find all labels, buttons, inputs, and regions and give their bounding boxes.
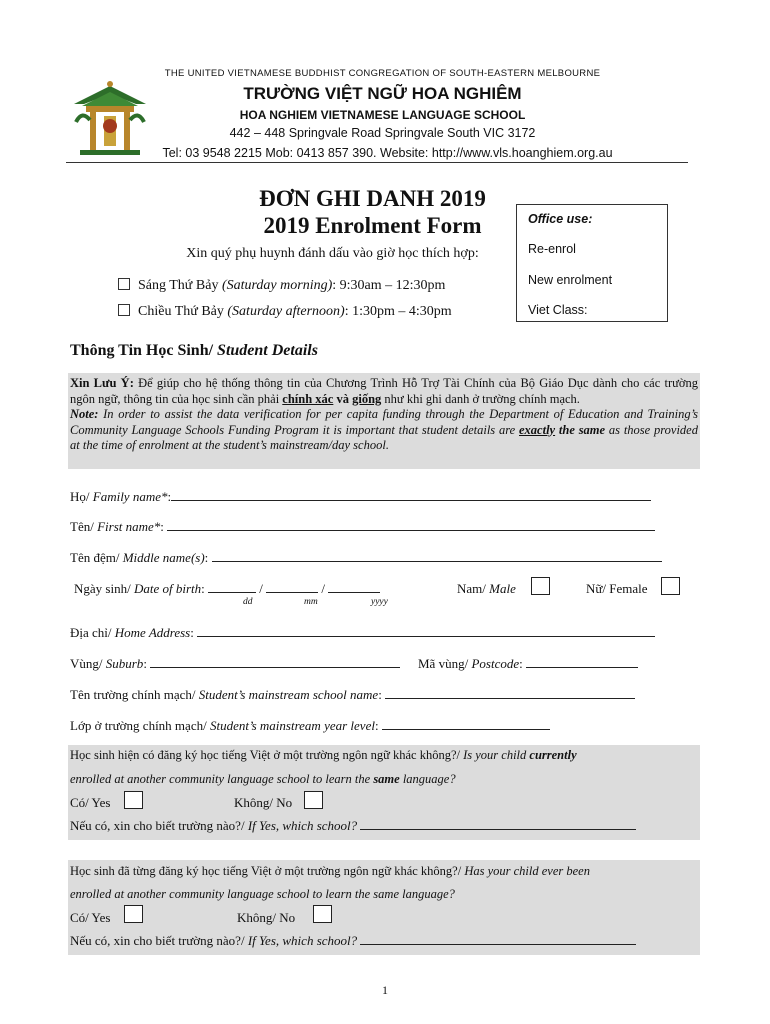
female-label: Nữ/ Female — [586, 581, 648, 596]
q1-yes-checkbox[interactable] — [124, 791, 143, 809]
school-contact: Tel: 03 9548 2215 Mob: 0413 857 390. Website: http://www.vls.hoanghiem.org.au — [162, 146, 613, 160]
mainstream-school-field[interactable]: Tên trường chính mạch/ Student’s mainstream school name: — [70, 687, 635, 703]
option-saturday-afternoon[interactable]: Chiều Thứ Bảy (Saturday afternoon): 1:30pm – 4:30pm — [118, 304, 452, 320]
dob-year-line[interactable] — [328, 582, 380, 593]
q2-text-line1: Học sinh đã từng đăng ký học tiếng Việt ở một trường ngôn ngữ khác không?/ Has your child ever been — [70, 864, 590, 878]
office-use-title: Office use: — [528, 212, 593, 226]
middle-name-field[interactable]: Tên đệm/ Middle name(s): — [70, 550, 662, 566]
form-title-english: 2019 Enrolment Form — [263, 213, 482, 238]
first-name-field[interactable]: Tên/ First name*: — [70, 519, 655, 535]
male-checkbox[interactable] — [531, 577, 550, 595]
postcode-line[interactable] — [526, 657, 638, 668]
office-new-enrolment: New enrolment — [528, 273, 613, 287]
checkbox-icon[interactable] — [118, 278, 130, 290]
q1-which-school-field[interactable]: Nếu có, xin cho biết trường nào?/ If Yes, which school? — [70, 818, 636, 834]
q2-which-school-line[interactable] — [360, 934, 636, 945]
home-address-field[interactable]: Địa chỉ/ Home Address: — [70, 625, 655, 641]
notice-vietnamese: Xin Lưu Ý: Để giúp cho hệ thống thông tin của Chương Trình Hỗ Trợ Tài Chính của Bộ Giáo Dục dành cho các trường ngôn ngữ, thông tin của học sinh cần phải chính xác và giống như khi ghi danh ở trường chính mạch. — [70, 376, 698, 406]
q1-which-school-line[interactable] — [360, 819, 636, 830]
year-level-line[interactable] — [382, 719, 550, 730]
office-re-enrol: Re-enrol — [528, 242, 576, 256]
family-name-line[interactable] — [171, 490, 651, 501]
school-address: 442 – 448 Springvale Road Springvale South VIC 3172 — [229, 126, 536, 140]
dob-dd-label: dd — [243, 597, 253, 607]
session-instruction: Xin quý phụ huynh đánh dấu vào giờ học thích hợp: — [186, 246, 479, 261]
dob-day-line[interactable] — [208, 582, 256, 593]
home-address-line[interactable] — [197, 626, 655, 637]
year-level-field[interactable]: Lớp ở trường chính mạch/ Student’s mainstream year level: — [70, 718, 550, 734]
q2-no-label: Không/ No — [237, 910, 296, 925]
family-name-field[interactable]: Họ/ Family name*: — [70, 489, 651, 505]
first-name-line[interactable] — [167, 520, 655, 531]
form-title-vietnamese: ĐƠN GHI DANH 2019 — [259, 186, 486, 211]
postcode-field[interactable]: Mã vùng/ Postcode: — [418, 656, 638, 672]
q2-yes-checkbox[interactable] — [124, 905, 143, 923]
notice-box — [68, 373, 700, 469]
checkbox-icon[interactable] — [118, 304, 130, 316]
office-viet-class: Viet Class: — [528, 303, 588, 317]
q2-text-line2: enrolled at another community language school to learn the same language? — [70, 887, 455, 901]
section-title-student-details: Thông Tin Học Sinh/ Student Details — [70, 342, 318, 359]
q1-yes-label: Có/ Yes — [70, 795, 111, 810]
q1-no-label: Không/ No — [234, 795, 293, 810]
male-label: Nam/ Male — [457, 581, 516, 596]
dob-yyyy-label: yyyy — [371, 597, 388, 607]
q1-text-line2: enrolled at another community language school to learn the same language? — [70, 772, 456, 786]
school-name-vietnamese: TRƯỜNG VIỆT NGỮ HOA NGHIÊM — [243, 84, 522, 103]
q2-yes-label: Có/ Yes — [70, 910, 111, 925]
q2-which-school-field[interactable]: Nếu có, xin cho biết trường nào?/ If Yes, which school? — [70, 933, 636, 949]
q1-text-line1: Học sinh hiện có đăng ký học tiếng Việt ở một trường ngôn ngữ khác không?/ Is your child currently — [70, 748, 577, 762]
middle-name-line[interactable] — [212, 551, 662, 562]
mainstream-school-line[interactable] — [385, 688, 635, 699]
congregation-name: THE UNITED VIETNAMESE BUDDHIST CONGREGATION OF SOUTH-EASTERN MELBOURNE — [164, 68, 601, 79]
page-number: 1 — [382, 983, 388, 997]
suburb-line[interactable] — [150, 657, 400, 668]
notice-english: Note: In order to assist the data verification for per capita funding through the Department of Education and Training’s Community Language Schools Funding Program it is important that student details are exactly the same as those provided at the time of enrolment at the student’s mainstream/day school. — [70, 407, 698, 452]
female-checkbox[interactable] — [661, 577, 680, 595]
dob-month-line[interactable] — [266, 582, 318, 593]
option-saturday-morning[interactable]: Sáng Thứ Bảy (Saturday morning): 9:30am – 12:30pm — [118, 278, 445, 294]
q2-no-checkbox[interactable] — [313, 905, 332, 923]
q1-no-checkbox[interactable] — [304, 791, 323, 809]
school-name-english: HOA NGHIEM VIETNAMESE LANGUAGE SCHOOL — [239, 108, 526, 122]
school-logo-pagoda-icon — [70, 80, 150, 160]
date-of-birth-field[interactable]: Ngày sinh/ Date of birth: / / — [74, 581, 380, 597]
suburb-field[interactable]: Vùng/ Suburb: — [70, 656, 400, 672]
header-divider — [66, 162, 688, 163]
dob-mm-label: mm — [304, 597, 318, 607]
